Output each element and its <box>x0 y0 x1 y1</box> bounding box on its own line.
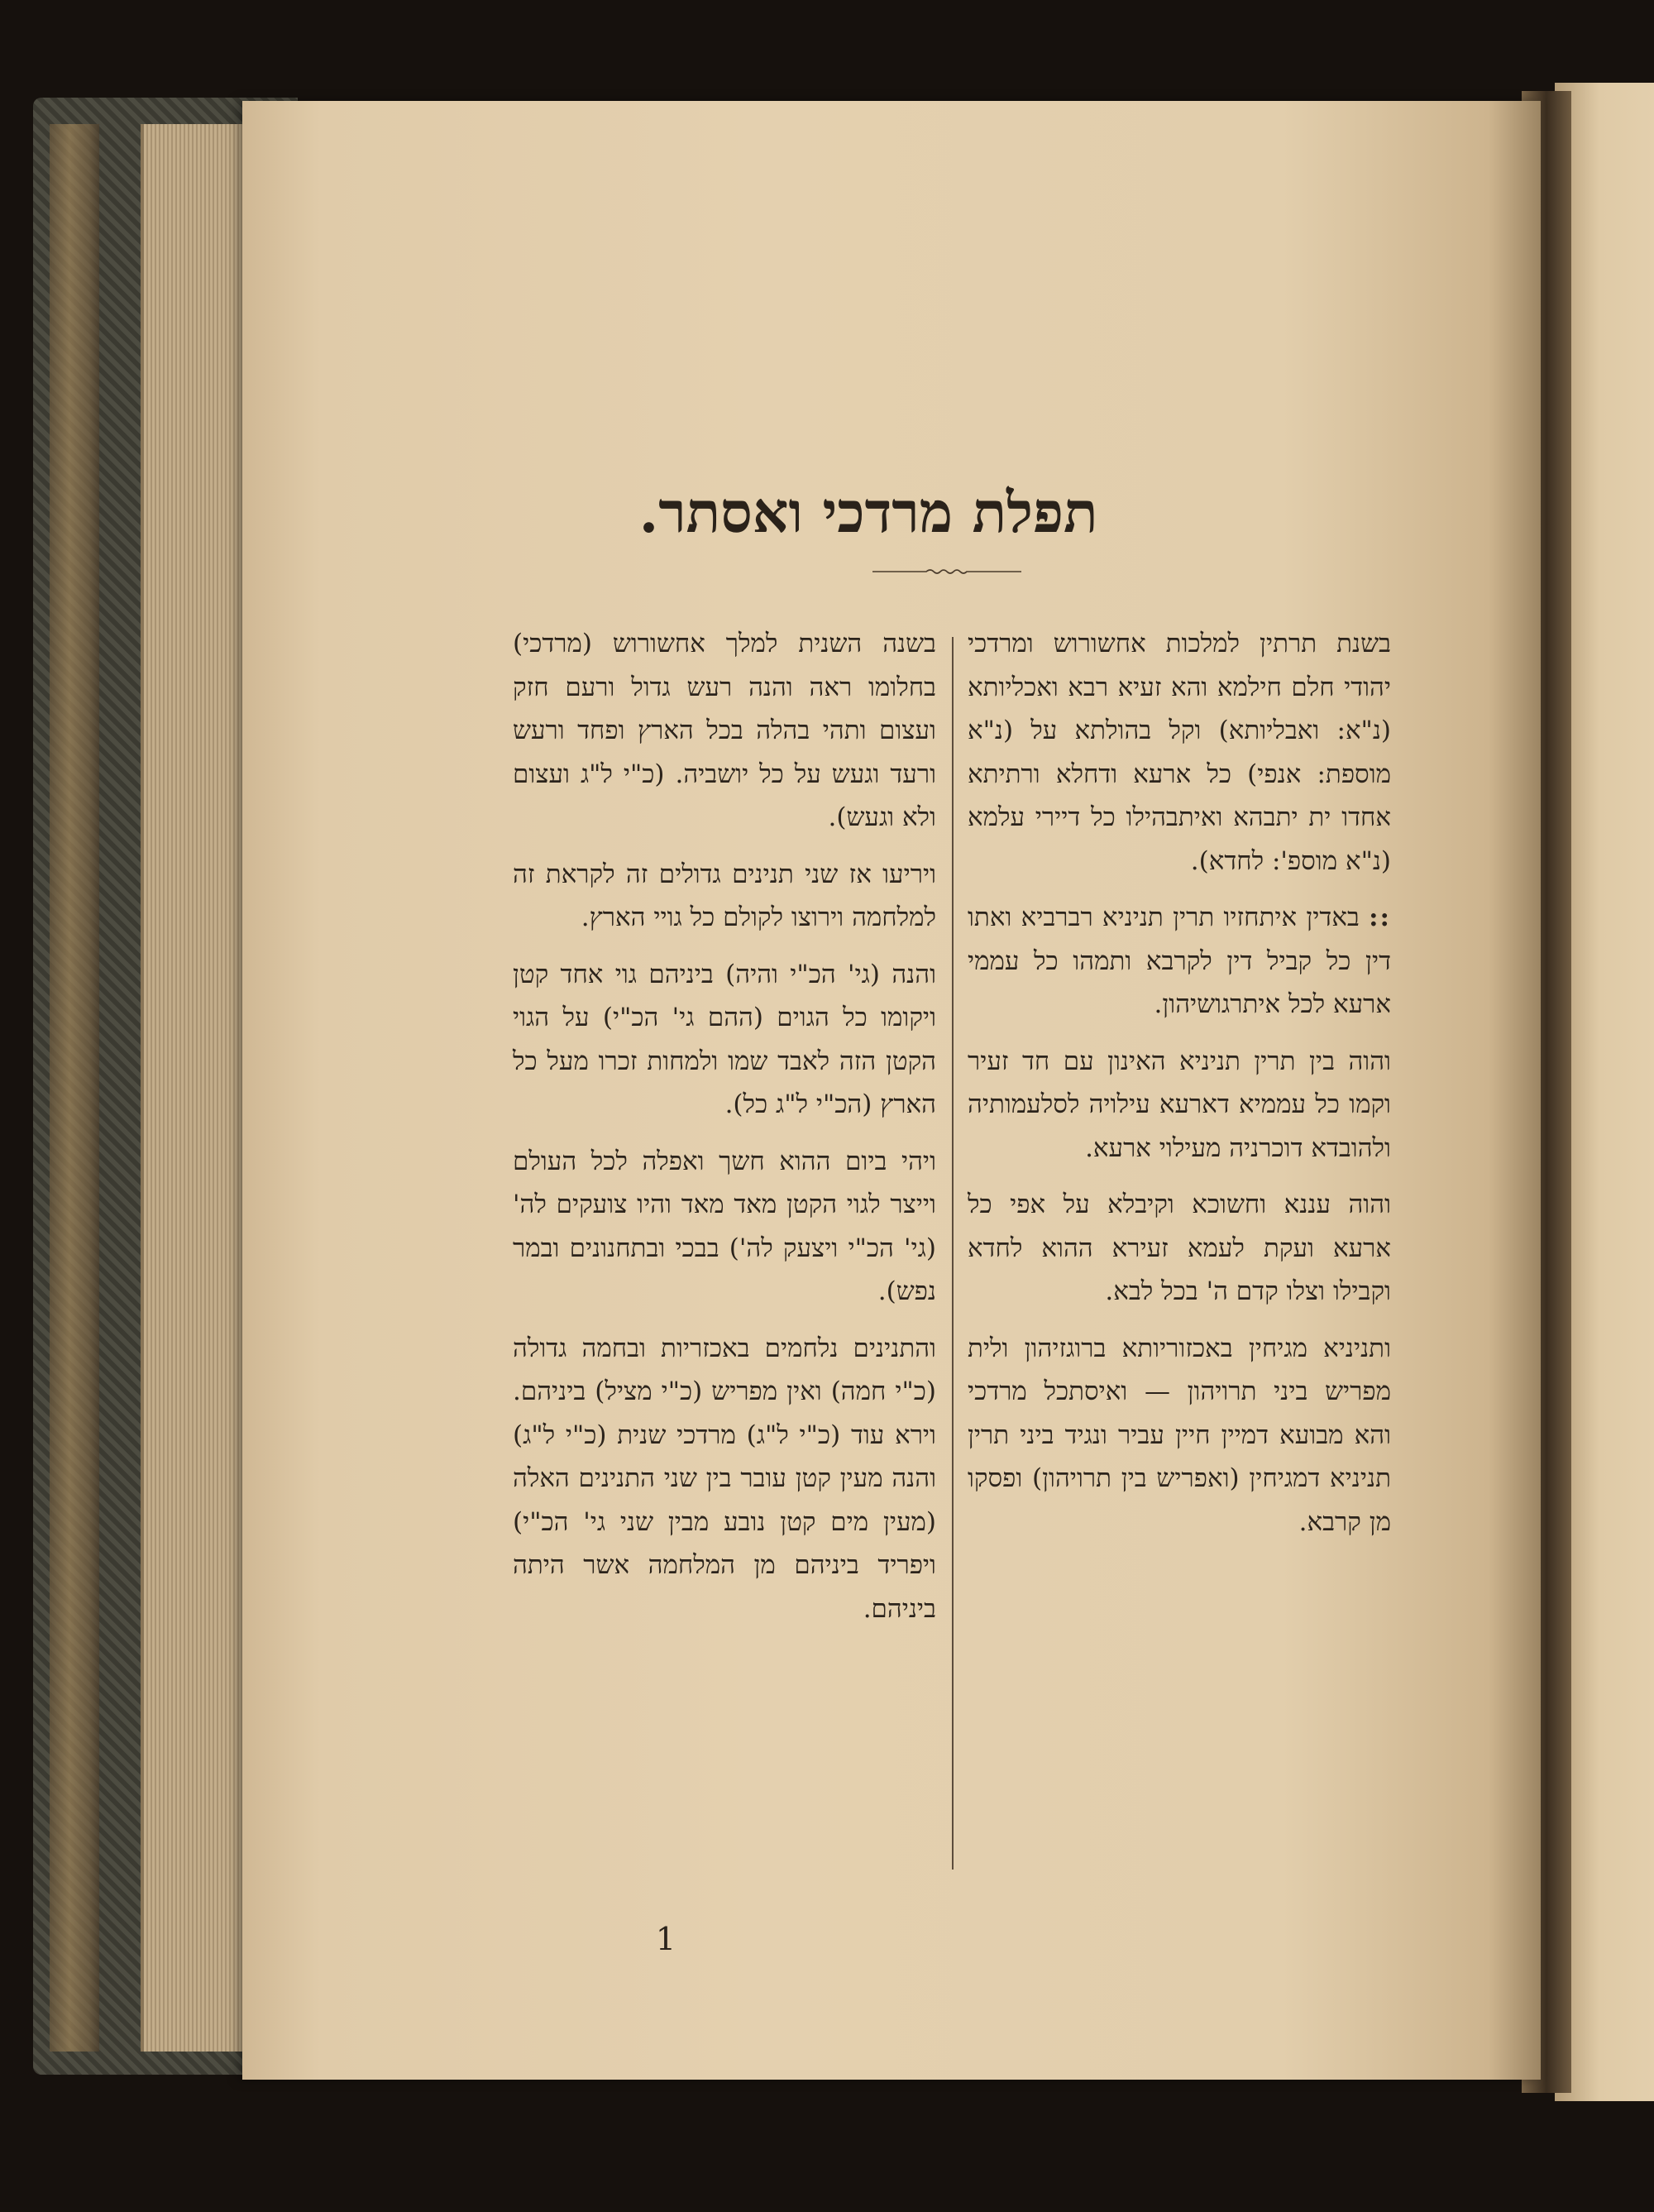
right-text-column <box>968 622 1391 1557</box>
page-edges <box>141 124 251 2052</box>
cover-edge <box>50 124 99 2052</box>
section-mark: :: <box>1369 903 1391 932</box>
page-number: 1 <box>655 1921 676 1957</box>
paragraph <box>968 896 1391 1027</box>
paragraph: והוה עננא וחשוכא וקיבלא על אפי כל ארעא ועקת לעמא זעירא ההוא לחדא וקבילו וצלו קדם ה' בכל לבא. <box>968 1190 1391 1306</box>
left-text-column <box>513 622 936 1644</box>
page-title: תפלת מרדכי ואסתר. <box>638 480 1098 546</box>
paragraph: ותניניא מגיחין באכזוריותא ברוגזיהון ולית מפריש ביני תרויהון — ואיסתכל מרדכי והא מבועא דמיין חיין עביר ונגיד ביני תרין תניניא דמגיחין (ואפריש בין תרויהון) ופסקו מן קרבא. <box>968 1333 1391 1537</box>
paragraph: והתנינים נלחמים באכזריות ובחמה גדולה (כ"י חמה) ואין מפריש (כ"י מציל) ביניהם. וירא עוד (כ"י ל"ג) מרדכי שנית (כ"י ל"ג) והנה מעין קטן עובר בין שני התנינים האלה (מעין מים קטן נובע מבין שני גי' הכ"י) ויפריד ביניהם מן המלחמה אשר היתה ביניהם. <box>513 1333 936 1624</box>
paragraph: ויריעו אז שני תנינים גדולים זה לקראת זה למלחמה וירוצו לקולם כל גויי הארץ. <box>513 859 936 932</box>
paragraph: ויהי ביום ההוא חשך ואפלה לכל העולם וייצר לגוי הקטן מאד מאד והיו צועקים לה' (גי' הכ"י ויצעק לה') בבכי ובתחנונים ובמר נפש). <box>513 1146 936 1306</box>
paragraph: והוה בין תרין תניניא האינון עם חד זעיר וקמו כל עממיא דארעא עילויה לסלעמותיה ולהובדא דוכרניה מעילוי ארעא. <box>968 1046 1391 1163</box>
paragraph: בשנת תרתין למלכות אחשורוש ומרדכי יהודי חלם חילמא והא זעיא רבא ואכליותא (נ"א: ואבליותא) וקל בהולתא על (נ"א מוספת: אנפי) כל ארעא ודחלא ורתיתא אחדו ית יתבהא ואיתבהילו כל דיירי עלמא (נ"א מוספ': לחדא). <box>968 629 1391 876</box>
paragraph: והנה (גי' הכ"י והיה) ביניהם גוי אחד קטן ויקומו כל הגוים (ההם גי' הכ"י) על הגוי הקטן הזה לאבד שמו ולמחות זכרו מעל כל הארץ (הכ"י ל"ג כל). <box>513 959 936 1119</box>
column-divider <box>952 637 954 1870</box>
title-ornament <box>872 567 1021 576</box>
paragraph: בשנה השנית למלך אחשורוש (מרדכי) בחלומו ראה והנה רעש גדול ורעם חזק ועצום ותהי בהלה בכל הארץ ופחד ורעש ורעד וגעש על כל יושביה. (כ"י ל"ג ועצום ולא וגעש). <box>513 629 936 832</box>
paragraph-text: באדין איתחזיו תרין תניניא רברביא ואתו דין כל קביל דין לקרבא ותמהו כל עממי ארעא לכל איתרגושיהון. <box>968 903 1391 1019</box>
